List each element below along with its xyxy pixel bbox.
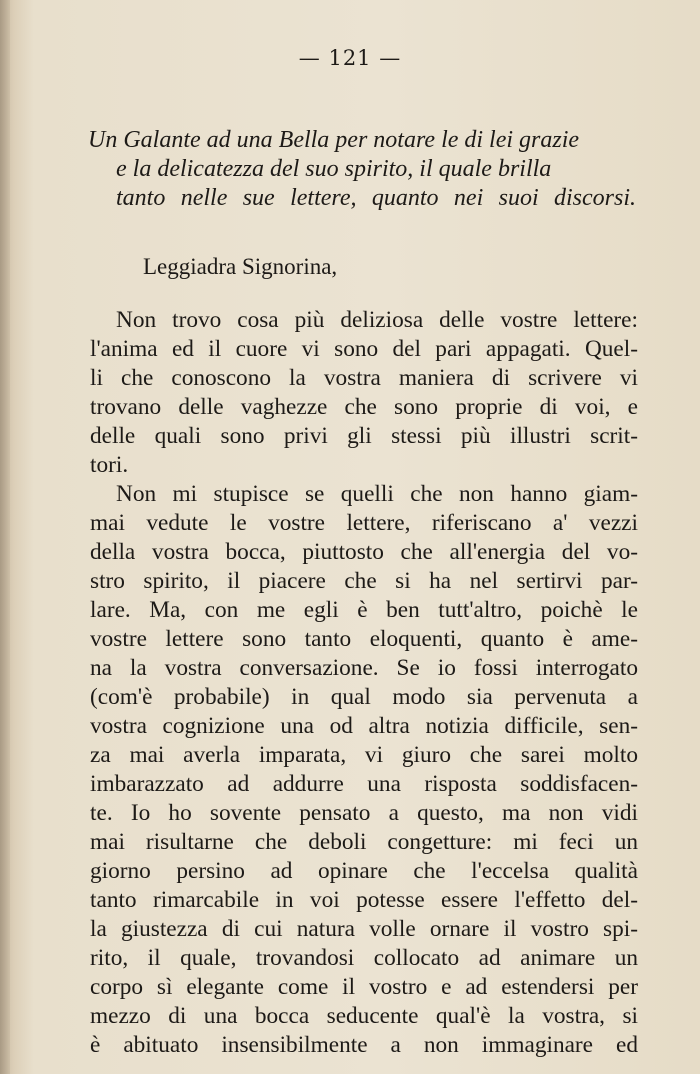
text-line: la giustezza di cui natura volle ornare il vostro spi- [90, 916, 638, 942]
text-line: è abituato insensibilmente a non immaginare ed [90, 1032, 638, 1058]
text-line: giorno persino ad opinare che l'eccelsa qualità [90, 858, 638, 884]
text-line: corpo sì elegante come il vostro e ad estendersi per [90, 974, 638, 1000]
text-line: mai risultarne che deboli congetture: mi feci un [90, 829, 638, 855]
letter-heading [88, 126, 636, 213]
text-line: mezzo di una bocca seducente qual'è la vostra, si [90, 1003, 638, 1029]
text-line: li che conoscono la vostra maniera di scrivere vi [90, 365, 638, 391]
text-line: tanto rimarcabile in voi potesse essere l'effetto del- [90, 887, 638, 913]
letter-body [90, 306, 638, 1060]
text-line: (com'è probabile) in qual modo sia pervenuta a [90, 684, 638, 710]
text-line: tori. [90, 452, 129, 478]
text-line: Non mi stupisce se quelli che non hanno giam- [116, 481, 638, 507]
heading-line: Un Galante ad una Bella per notare le di lei grazie [88, 127, 580, 153]
text-line: na la vostra conversazione. Se io fossi interrogato [90, 655, 638, 681]
salutation: Leggiadra Signorina, [143, 254, 338, 279]
text-line: della vostra bocca, piuttosto che all'energia del vo- [90, 539, 638, 565]
text-line: stro spirito, il piacere che si ha nel sertirvi par- [90, 568, 638, 594]
text-line: trovano delle vaghezze che sono proprie di voi, e [90, 394, 638, 420]
text-line: za mai averla imparata, vi giuro che sarei molto [90, 742, 638, 768]
text-line: vostre lettere sono tanto eloquenti, quanto è ame- [90, 626, 638, 652]
text-line: lare. Ma, con me egli è ben tutt'altro, poichè le [90, 597, 638, 623]
text-line: l'anima ed il cuore vi sono del pari appagati. Quel- [90, 336, 638, 362]
page-spine-shadow [0, 0, 10, 1074]
text-line: te. Io ho sovente pensato a questo, ma non vidi [90, 800, 638, 826]
page-number: — 121 — [298, 46, 402, 70]
text-line: Non trovo cosa più deliziosa delle vostre lettere: [116, 307, 638, 333]
text-line: imbarazzato ad addurre una risposta soddisfacen- [90, 771, 638, 797]
text-line: mai vedute le vostre lettere, riferiscano a' vezzi [90, 510, 638, 536]
text-line: rito, il quale, trovandosi collocato ad animare un [90, 945, 638, 971]
text-line: delle quali sono privi gli stessi più illustri scrit- [90, 423, 638, 449]
heading-line: e la delicatezza del suo spirito, il quale brilla [116, 156, 552, 182]
heading-line: tanto nelle sue lettere, quanto nei suoi discorsi. [116, 185, 636, 211]
text-line: vostra cognizione una od altra notizia difficile, sen- [90, 713, 638, 739]
